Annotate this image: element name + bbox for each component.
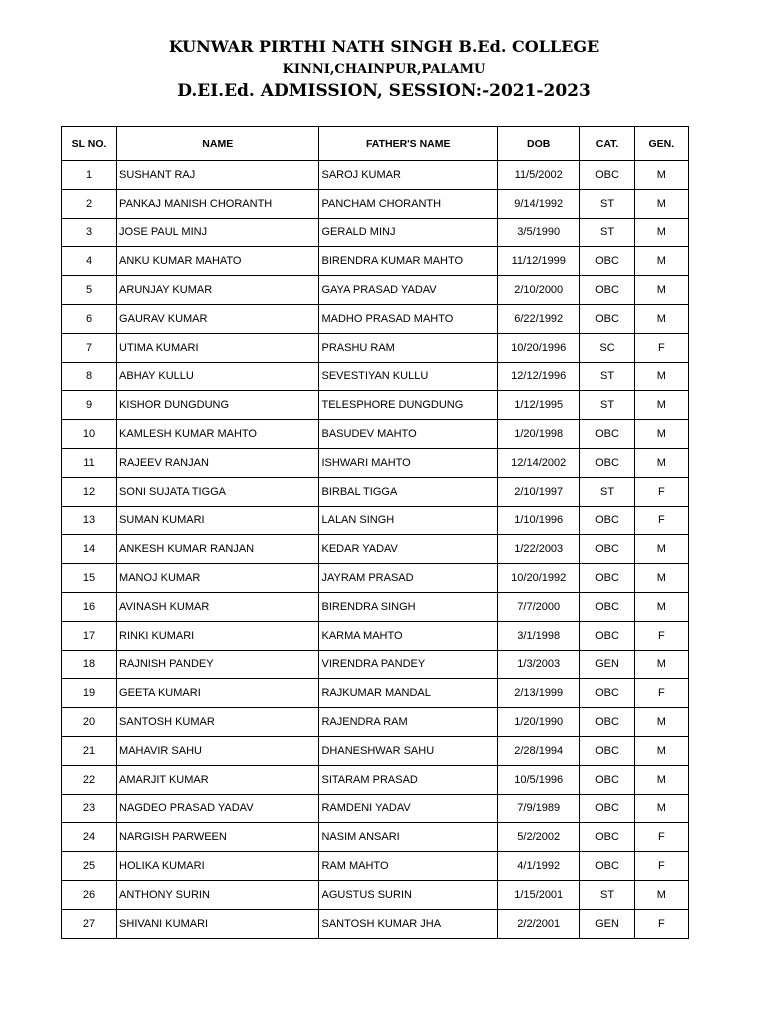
sl-no-cell: 27 bbox=[62, 909, 117, 938]
name-cell: NAGDEO PRASAD YADAV bbox=[117, 794, 319, 823]
table-row bbox=[62, 161, 689, 190]
table-row bbox=[62, 794, 689, 823]
table-row bbox=[62, 765, 689, 794]
sl-no-cell: 11 bbox=[62, 448, 117, 477]
fathers-name-cell: RAM MAHTO bbox=[319, 852, 498, 881]
table-row bbox=[62, 391, 689, 420]
gender-cell: F bbox=[634, 506, 688, 535]
fathers-name-cell: LALAN SINGH bbox=[319, 506, 498, 535]
fathers-name-cell: SAROJ KUMAR bbox=[319, 161, 498, 190]
table-row bbox=[62, 276, 689, 305]
fathers-name-cell: RAJKUMAR MANDAL bbox=[319, 679, 498, 708]
fathers-name-cell: JAYRAM PRASAD bbox=[319, 564, 498, 593]
dob-cell: 4/1/1992 bbox=[497, 852, 579, 881]
fathers-name-cell: MADHO PRASAD MAHTO bbox=[319, 304, 498, 333]
gender-cell: F bbox=[634, 823, 688, 852]
dob-cell: 5/2/2002 bbox=[497, 823, 579, 852]
dob-cell: 1/22/2003 bbox=[497, 535, 579, 564]
category-cell: OBC bbox=[580, 708, 634, 737]
category-cell: OBC bbox=[580, 852, 634, 881]
fathers-name-cell: TELESPHORE DUNGDUNG bbox=[319, 391, 498, 420]
gender-cell: M bbox=[634, 592, 688, 621]
name-cell: RINKI KUMARI bbox=[117, 621, 319, 650]
column-header-gender: GEN. bbox=[634, 127, 688, 161]
category-cell: OBC bbox=[580, 736, 634, 765]
sl-no-cell: 20 bbox=[62, 708, 117, 737]
admission-session-title: D.EI.Ed. ADMISSION, SESSION:-2021-2023 bbox=[177, 81, 591, 101]
category-cell: OBC bbox=[580, 794, 634, 823]
category-cell: OBC bbox=[580, 564, 634, 593]
gender-cell: M bbox=[634, 794, 688, 823]
fathers-name-cell: BASUDEV MAHTO bbox=[319, 420, 498, 449]
category-cell: ST bbox=[580, 880, 634, 909]
category-cell: ST bbox=[580, 362, 634, 391]
category-cell: OBC bbox=[580, 420, 634, 449]
gender-cell: M bbox=[634, 564, 688, 593]
name-cell: AMARJIT KUMAR bbox=[117, 765, 319, 794]
table-row bbox=[62, 420, 689, 449]
gender-cell: M bbox=[634, 362, 688, 391]
category-cell: OBC bbox=[580, 621, 634, 650]
sl-no-cell: 7 bbox=[62, 333, 117, 362]
name-cell: PANKAJ MANISH CHORANTH bbox=[117, 189, 319, 218]
table-row bbox=[62, 880, 689, 909]
fathers-name-cell: BIRBAL TIGGA bbox=[319, 477, 498, 506]
column-header-name: NAME bbox=[117, 127, 319, 161]
dob-cell: 1/12/1995 bbox=[497, 391, 579, 420]
gender-cell: F bbox=[634, 909, 688, 938]
table-row bbox=[62, 506, 689, 535]
fathers-name-cell: BIRENDRA SINGH bbox=[319, 592, 498, 621]
table-row bbox=[62, 708, 689, 737]
table-row bbox=[62, 304, 689, 333]
fathers-name-cell: PANCHAM CHORANTH bbox=[319, 189, 498, 218]
sl-no-cell: 15 bbox=[62, 564, 117, 593]
dob-cell: 2/13/1999 bbox=[497, 679, 579, 708]
category-cell: OBC bbox=[580, 506, 634, 535]
gender-cell: M bbox=[634, 420, 688, 449]
table-header-row bbox=[62, 127, 689, 161]
gender-cell: F bbox=[634, 679, 688, 708]
column-header-sl-no: SL NO. bbox=[62, 127, 117, 161]
category-cell: OBC bbox=[580, 448, 634, 477]
dob-cell: 3/5/1990 bbox=[497, 218, 579, 247]
gender-cell: M bbox=[634, 218, 688, 247]
category-cell: ST bbox=[580, 477, 634, 506]
fathers-name-cell: SANTOSH KUMAR JHA bbox=[319, 909, 498, 938]
dob-cell: 9/14/1992 bbox=[497, 189, 579, 218]
fathers-name-cell: PRASHU RAM bbox=[319, 333, 498, 362]
category-cell: ST bbox=[580, 218, 634, 247]
category-cell: OBC bbox=[580, 535, 634, 564]
dob-cell: 1/15/2001 bbox=[497, 880, 579, 909]
dob-cell: 2/10/1997 bbox=[497, 477, 579, 506]
table-row bbox=[62, 247, 689, 276]
dob-cell: 2/2/2001 bbox=[497, 909, 579, 938]
dob-cell: 12/14/2002 bbox=[497, 448, 579, 477]
gender-cell: M bbox=[634, 189, 688, 218]
fathers-name-cell: AGUSTUS SURIN bbox=[319, 880, 498, 909]
table-row bbox=[62, 477, 689, 506]
category-cell: SC bbox=[580, 333, 634, 362]
name-cell: SUSHANT RAJ bbox=[117, 161, 319, 190]
dob-cell: 12/12/1996 bbox=[497, 362, 579, 391]
dob-cell: 11/12/1999 bbox=[497, 247, 579, 276]
sl-no-cell: 19 bbox=[62, 679, 117, 708]
sl-no-cell: 9 bbox=[62, 391, 117, 420]
sl-no-cell: 12 bbox=[62, 477, 117, 506]
table-row bbox=[62, 823, 689, 852]
name-cell: KISHOR DUNGDUNG bbox=[117, 391, 319, 420]
sl-no-cell: 8 bbox=[62, 362, 117, 391]
fathers-name-cell: GERALD MINJ bbox=[319, 218, 498, 247]
name-cell: KAMLESH KUMAR MAHTO bbox=[117, 420, 319, 449]
category-cell: ST bbox=[580, 189, 634, 218]
sl-no-cell: 2 bbox=[62, 189, 117, 218]
fathers-name-cell: VIRENDRA PANDEY bbox=[319, 650, 498, 679]
gender-cell: M bbox=[634, 448, 688, 477]
name-cell: ANKU KUMAR MAHATO bbox=[117, 247, 319, 276]
fathers-name-cell: KARMA MAHTO bbox=[319, 621, 498, 650]
gender-cell: F bbox=[634, 477, 688, 506]
name-cell: GEETA KUMARI bbox=[117, 679, 319, 708]
admission-table bbox=[61, 126, 689, 939]
category-cell: OBC bbox=[580, 304, 634, 333]
gender-cell: M bbox=[634, 276, 688, 305]
table-row bbox=[62, 333, 689, 362]
sl-no-cell: 24 bbox=[62, 823, 117, 852]
name-cell: ABHAY KULLU bbox=[117, 362, 319, 391]
dob-cell: 6/22/1992 bbox=[497, 304, 579, 333]
sl-no-cell: 16 bbox=[62, 592, 117, 621]
name-cell: MAHAVIR SAHU bbox=[117, 736, 319, 765]
name-cell: SUMAN KUMARI bbox=[117, 506, 319, 535]
sl-no-cell: 23 bbox=[62, 794, 117, 823]
fathers-name-cell: RAJENDRA RAM bbox=[319, 708, 498, 737]
gender-cell: M bbox=[634, 736, 688, 765]
table-row bbox=[62, 448, 689, 477]
name-cell: ARUNJAY KUMAR bbox=[117, 276, 319, 305]
table-row bbox=[62, 218, 689, 247]
name-cell: MANOJ KUMAR bbox=[117, 564, 319, 593]
table-row bbox=[62, 679, 689, 708]
category-cell: OBC bbox=[580, 161, 634, 190]
dob-cell: 1/20/1990 bbox=[497, 708, 579, 737]
category-cell: GEN bbox=[580, 909, 634, 938]
fathers-name-cell: BIRENDRA KUMAR MAHTO bbox=[319, 247, 498, 276]
fathers-name-cell: GAYA PRASAD YADAV bbox=[319, 276, 498, 305]
name-cell: JOSE PAUL MINJ bbox=[117, 218, 319, 247]
college-address: KINNI,CHAINPUR,PALAMU bbox=[282, 62, 486, 77]
dob-cell: 10/5/1996 bbox=[497, 765, 579, 794]
name-cell: GAURAV KUMAR bbox=[117, 304, 319, 333]
sl-no-cell: 3 bbox=[62, 218, 117, 247]
name-cell: HOLIKA KUMARI bbox=[117, 852, 319, 881]
table-row bbox=[62, 535, 689, 564]
fathers-name-cell: RAMDENI YADAV bbox=[319, 794, 498, 823]
dob-cell: 7/9/1989 bbox=[497, 794, 579, 823]
dob-cell: 10/20/1996 bbox=[497, 333, 579, 362]
table-row bbox=[62, 189, 689, 218]
dob-cell: 2/10/2000 bbox=[497, 276, 579, 305]
dob-cell: 1/10/1996 bbox=[497, 506, 579, 535]
column-header-category: CAT. bbox=[580, 127, 634, 161]
fathers-name-cell: NASIM ANSARI bbox=[319, 823, 498, 852]
category-cell: OBC bbox=[580, 247, 634, 276]
dob-cell: 11/5/2002 bbox=[497, 161, 579, 190]
sl-no-cell: 4 bbox=[62, 247, 117, 276]
table-row bbox=[62, 621, 689, 650]
sl-no-cell: 25 bbox=[62, 852, 117, 881]
name-cell: ANKESH KUMAR RANJAN bbox=[117, 535, 319, 564]
sl-no-cell: 10 bbox=[62, 420, 117, 449]
category-cell: OBC bbox=[580, 823, 634, 852]
name-cell: SONI SUJATA TIGGA bbox=[117, 477, 319, 506]
gender-cell: M bbox=[634, 391, 688, 420]
dob-cell: 2/28/1994 bbox=[497, 736, 579, 765]
sl-no-cell: 6 bbox=[62, 304, 117, 333]
name-cell: UTIMA KUMARI bbox=[117, 333, 319, 362]
name-cell: RAJNISH PANDEY bbox=[117, 650, 319, 679]
dob-cell: 1/3/2003 bbox=[497, 650, 579, 679]
sl-no-cell: 14 bbox=[62, 535, 117, 564]
fathers-name-cell: DHANESHWAR SAHU bbox=[319, 736, 498, 765]
gender-cell: M bbox=[634, 247, 688, 276]
category-cell: OBC bbox=[580, 592, 634, 621]
sl-no-cell: 18 bbox=[62, 650, 117, 679]
dob-cell: 3/1/1998 bbox=[497, 621, 579, 650]
column-header-fathers-name: FATHER'S NAME bbox=[319, 127, 498, 161]
name-cell: SANTOSH KUMAR bbox=[117, 708, 319, 737]
fathers-name-cell: KEDAR YADAV bbox=[319, 535, 498, 564]
table-row bbox=[62, 736, 689, 765]
category-cell: OBC bbox=[580, 679, 634, 708]
table-row bbox=[62, 852, 689, 881]
name-cell: NARGISH PARWEEN bbox=[117, 823, 319, 852]
gender-cell: F bbox=[634, 852, 688, 881]
gender-cell: M bbox=[634, 650, 688, 679]
category-cell: GEN bbox=[580, 650, 634, 679]
sl-no-cell: 17 bbox=[62, 621, 117, 650]
fathers-name-cell: ISHWARI MAHTO bbox=[319, 448, 498, 477]
gender-cell: M bbox=[634, 304, 688, 333]
name-cell: ANTHONY SURIN bbox=[117, 880, 319, 909]
table-row bbox=[62, 362, 689, 391]
fathers-name-cell: SITARAM PRASAD bbox=[319, 765, 498, 794]
dob-cell: 1/20/1998 bbox=[497, 420, 579, 449]
college-title: KUNWAR PIRTHI NATH SINGH B.Ed. COLLEGE bbox=[168, 37, 600, 56]
gender-cell: M bbox=[634, 161, 688, 190]
dob-cell: 10/20/1992 bbox=[497, 564, 579, 593]
dob-cell: 7/7/2000 bbox=[497, 592, 579, 621]
gender-cell: M bbox=[634, 880, 688, 909]
category-cell: ST bbox=[580, 391, 634, 420]
name-cell: RAJEEV RANJAN bbox=[117, 448, 319, 477]
category-cell: OBC bbox=[580, 765, 634, 794]
sl-no-cell: 22 bbox=[62, 765, 117, 794]
sl-no-cell: 1 bbox=[62, 161, 117, 190]
sl-no-cell: 26 bbox=[62, 880, 117, 909]
fathers-name-cell: SEVESTIYAN KULLU bbox=[319, 362, 498, 391]
gender-cell: M bbox=[634, 535, 688, 564]
gender-cell: F bbox=[634, 333, 688, 362]
name-cell: SHIVANI KUMARI bbox=[117, 909, 319, 938]
sl-no-cell: 21 bbox=[62, 736, 117, 765]
gender-cell: M bbox=[634, 765, 688, 794]
sl-no-cell: 13 bbox=[62, 506, 117, 535]
category-cell: OBC bbox=[580, 276, 634, 305]
gender-cell: F bbox=[634, 621, 688, 650]
table-row bbox=[62, 564, 689, 593]
table-row bbox=[62, 592, 689, 621]
sl-no-cell: 5 bbox=[62, 276, 117, 305]
table-row bbox=[62, 909, 689, 938]
column-header-dob: DOB bbox=[497, 127, 579, 161]
name-cell: AVINASH KUMAR bbox=[117, 592, 319, 621]
gender-cell: M bbox=[634, 708, 688, 737]
table-row bbox=[62, 650, 689, 679]
